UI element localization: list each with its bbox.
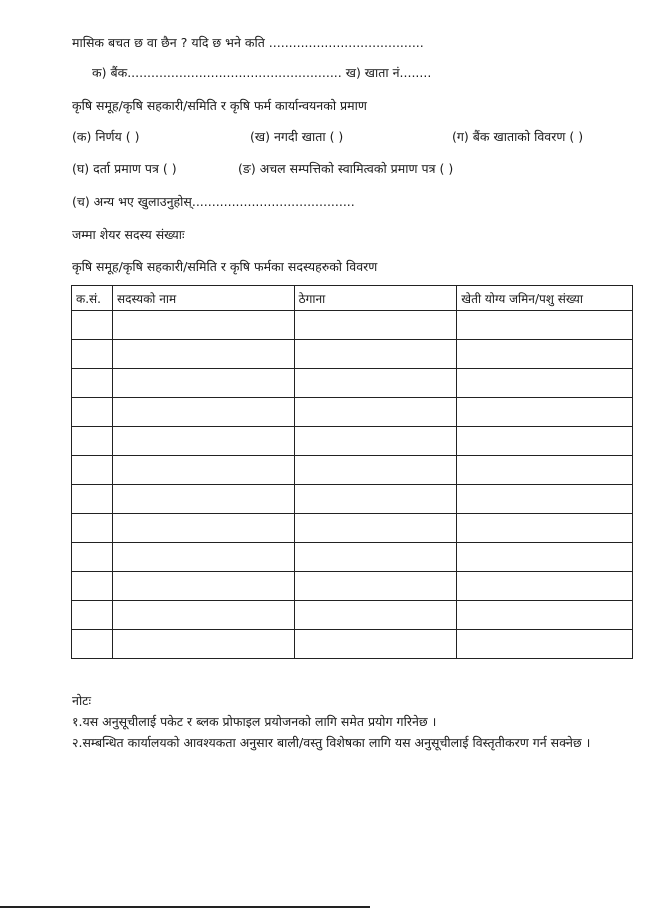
serial-cell[interactable] xyxy=(72,398,113,427)
total-share-members: जम्मा शेयर सदस्य संख्याः xyxy=(72,227,185,242)
serial-cell[interactable] xyxy=(72,630,113,659)
serial-cell[interactable] xyxy=(72,456,113,485)
land-cell[interactable] xyxy=(457,398,633,427)
land-cell[interactable] xyxy=(457,630,633,659)
option-cash-account: (ख) नगदी खाता ( ) xyxy=(250,129,344,144)
table-row xyxy=(72,514,633,543)
table-header-row xyxy=(72,286,633,311)
table-row xyxy=(72,572,633,601)
land-cell[interactable] xyxy=(457,572,633,601)
col-address: ठेगाना xyxy=(294,286,457,311)
name-cell[interactable] xyxy=(112,456,294,485)
table-row xyxy=(72,340,633,369)
name-cell[interactable] xyxy=(112,427,294,456)
table-row xyxy=(72,456,633,485)
name-cell[interactable] xyxy=(112,572,294,601)
address-cell[interactable] xyxy=(294,456,457,485)
table-row xyxy=(72,543,633,572)
option-registration-cert: (घ) दर्ता प्रमाण पत्र ( ) xyxy=(72,161,177,176)
address-cell[interactable] xyxy=(294,514,457,543)
option-bank-details: (ग) बैंक खाताको विवरण ( ) xyxy=(452,129,584,144)
proof-heading: कृषि समूह/कृषि सहकारी/समिति र कृषि फर्म कार्यान्वयनको प्रमाण xyxy=(72,98,367,113)
land-cell[interactable] xyxy=(457,543,633,572)
address-cell[interactable] xyxy=(294,630,457,659)
savings-question: मासिक बचत छ वा छैन ? यदि छ भने कति ....................................... xyxy=(72,35,424,50)
address-cell[interactable] xyxy=(294,369,457,398)
address-cell[interactable] xyxy=(294,340,457,369)
land-cell[interactable] xyxy=(457,485,633,514)
table-row xyxy=(72,485,633,514)
col-member-name: सदस्यको नाम xyxy=(112,286,294,311)
address-cell[interactable] xyxy=(294,601,457,630)
other-specify-line: (च) अन्य भए खुलाउनुहोस्......................................... xyxy=(72,194,355,209)
serial-cell[interactable] xyxy=(72,311,113,340)
name-cell[interactable] xyxy=(112,340,294,369)
land-cell[interactable] xyxy=(457,601,633,630)
land-cell[interactable] xyxy=(457,340,633,369)
address-cell[interactable] xyxy=(294,572,457,601)
address-cell[interactable] xyxy=(294,543,457,572)
land-cell[interactable] xyxy=(457,311,633,340)
serial-cell[interactable] xyxy=(72,369,113,398)
name-cell[interactable] xyxy=(112,630,294,659)
land-cell[interactable] xyxy=(457,369,633,398)
option-property-proof: (ङ) अचल सम्पत्तिको स्वामित्वको प्रमाण पत्र ( ) xyxy=(238,161,454,176)
option-decision: (क) निर्णय ( ) xyxy=(72,129,140,144)
table-row xyxy=(72,369,633,398)
land-cell[interactable] xyxy=(457,427,633,456)
serial-cell[interactable] xyxy=(72,485,113,514)
bank-account-line: क) बैंक...................................................... ख) खाता नं........ xyxy=(92,65,432,80)
page-bottom-rule xyxy=(0,906,370,908)
land-cell[interactable] xyxy=(457,456,633,485)
serial-cell[interactable] xyxy=(72,601,113,630)
address-cell[interactable] xyxy=(294,398,457,427)
name-cell[interactable] xyxy=(112,369,294,398)
notes-title: नोटः xyxy=(72,693,92,708)
address-cell[interactable] xyxy=(294,485,457,514)
name-cell[interactable] xyxy=(112,601,294,630)
name-cell[interactable] xyxy=(112,485,294,514)
address-cell[interactable] xyxy=(294,427,457,456)
name-cell[interactable] xyxy=(112,514,294,543)
table-row xyxy=(72,427,633,456)
name-cell[interactable] xyxy=(112,398,294,427)
land-cell[interactable] xyxy=(457,514,633,543)
note-item: १.यस अनुसूचीलाई पकेट र ब्लक प्रोफाइल प्रयोजनको लागि समेत प्रयोग गरिनेछ । xyxy=(72,714,437,729)
name-cell[interactable] xyxy=(112,311,294,340)
serial-cell[interactable] xyxy=(72,427,113,456)
table-row xyxy=(72,601,633,630)
serial-cell[interactable] xyxy=(72,514,113,543)
note-item: २.सम्बन्धित कार्यालयको आवश्यकता अनुसार बाली/वस्तु विशेषका लागि यस अनुसूचीलाई विस्तृतीकरण गर्न सक्नेछ । xyxy=(72,735,591,750)
address-cell[interactable] xyxy=(294,311,457,340)
col-land-livestock: खेती योग्य जमिन/पशु संख्या xyxy=(457,286,633,311)
table-row xyxy=(72,398,633,427)
serial-cell[interactable] xyxy=(72,340,113,369)
members-heading: कृषि समूह/कृषि सहकारी/समिति र कृषि फर्मका सदस्यहरुको विवरण xyxy=(72,259,378,274)
name-cell[interactable] xyxy=(112,543,294,572)
table-row xyxy=(72,630,633,659)
serial-cell[interactable] xyxy=(72,543,113,572)
notes-section xyxy=(72,690,632,753)
col-serial: क.सं. xyxy=(72,286,113,311)
table-row xyxy=(72,311,633,340)
members-table xyxy=(71,285,633,659)
serial-cell[interactable] xyxy=(72,572,113,601)
